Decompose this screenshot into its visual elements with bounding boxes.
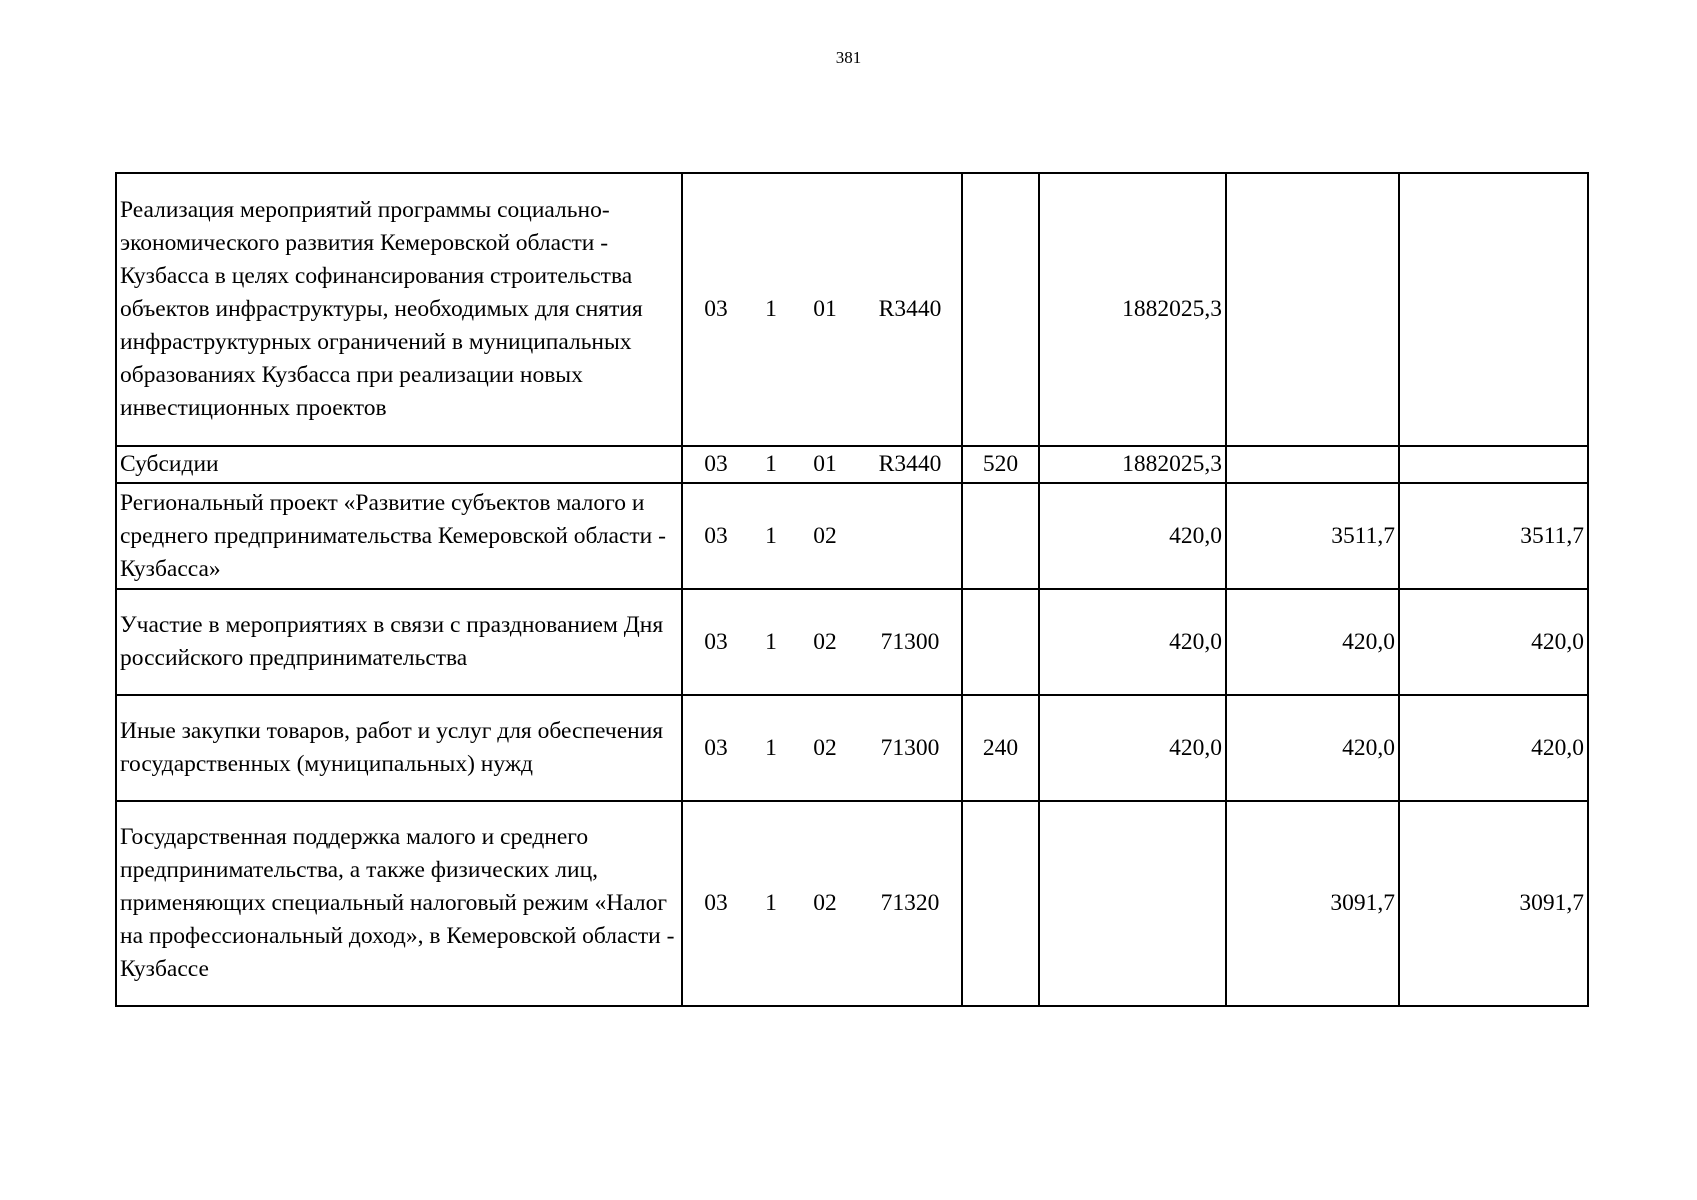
expense-type-cell: [962, 589, 1039, 695]
expense-type-cell: 240: [962, 695, 1039, 801]
amount-year-1: [1039, 801, 1226, 1006]
code-direction: 71320: [880, 890, 940, 916]
amount-year-2: 3511,7: [1226, 483, 1399, 589]
code-event: 02: [813, 628, 837, 655]
code-direction: 71300: [880, 628, 940, 655]
budget-table: [115, 172, 1589, 1007]
amount-year-1: 1882025,3: [1039, 446, 1226, 483]
code-subprogram: 1: [765, 734, 777, 761]
code-cell: [682, 446, 962, 483]
code-event: 02: [813, 734, 837, 761]
amount-year-3: [1399, 173, 1588, 446]
table-row: [116, 446, 1588, 483]
code-subprogram: 1: [765, 628, 777, 655]
code-program: 03: [704, 522, 728, 549]
code-event: 01: [813, 296, 837, 322]
code-program: 03: [704, 628, 728, 655]
amount-year-2: [1226, 173, 1399, 446]
expense-type-cell: [962, 173, 1039, 446]
amount-year-1: 1882025,3: [1039, 173, 1226, 446]
code-direction: 71300: [880, 734, 940, 761]
table-row: [116, 589, 1588, 695]
amount-year-3: 420,0: [1399, 695, 1588, 801]
code-direction: R3440: [878, 296, 942, 322]
expense-type-cell: [962, 801, 1039, 1006]
row-name: Государственная поддержка малого и среднего предпринимательства, а также физических лиц, применяющих специальный налоговый режим «Налог на профессиональный доход», в Кемеровской области - Кузбассе: [116, 801, 682, 1006]
row-name: Иные закупки товаров, работ и услуг для обеспечения государственных (муниципальных) нужд: [116, 695, 682, 801]
table-row: [116, 695, 1588, 801]
table-row: [116, 173, 1588, 446]
code-cell: [682, 483, 962, 589]
code-subprogram: 1: [765, 451, 777, 477]
code-subprogram: 1: [765, 296, 777, 322]
code-program: 03: [704, 890, 728, 916]
code-cell: [682, 173, 962, 446]
amount-year-2: [1226, 446, 1399, 483]
amount-year-2: 3091,7: [1226, 801, 1399, 1006]
code-cell: [682, 589, 962, 695]
table-row: [116, 483, 1588, 589]
amount-year-1: 420,0: [1039, 483, 1226, 589]
code-cell: [682, 801, 962, 1006]
code-program: 03: [704, 296, 728, 322]
expense-type-cell: 520: [962, 446, 1039, 483]
amount-year-2: 420,0: [1226, 589, 1399, 695]
page-number: 381: [835, 48, 862, 67]
amount-year-2: 420,0: [1226, 695, 1399, 801]
code-program: 03: [704, 734, 728, 761]
code-event: 02: [813, 522, 837, 549]
amount-year-3: 3511,7: [1399, 483, 1588, 589]
code-subprogram: 1: [765, 522, 777, 549]
amount-year-1: 420,0: [1039, 589, 1226, 695]
row-name: Субсидии: [116, 446, 682, 483]
code-event: 02: [813, 890, 837, 916]
amount-year-1: 420,0: [1039, 695, 1226, 801]
code-cell: [682, 695, 962, 801]
amount-year-3: 420,0: [1399, 589, 1588, 695]
code-direction: R3440: [878, 451, 942, 477]
row-name: Региональный проект «Развитие субъектов малого и среднего предпринимательства Кемеровской области - Кузбасса»: [116, 483, 682, 589]
code-subprogram: 1: [765, 890, 777, 916]
row-name: Участие в мероприятиях в связи с празднованием Дня российского предпринимательства: [116, 589, 682, 695]
code-program: 03: [704, 451, 728, 477]
row-name: Реализация мероприятий программы социально-экономического развития Кемеровской области - Кузбасса в целях софинансирования строительства объектов инфраструктуры, необходимых для снятия инфраструктурных ограничений в муниципальных образованиях Кузбасса при реализации новых инвестиционных проектов: [116, 173, 682, 446]
expense-type-cell: [962, 483, 1039, 589]
amount-year-3: 3091,7: [1399, 801, 1588, 1006]
table-row: [116, 801, 1588, 1006]
code-event: 01: [813, 451, 837, 477]
amount-year-3: [1399, 446, 1588, 483]
